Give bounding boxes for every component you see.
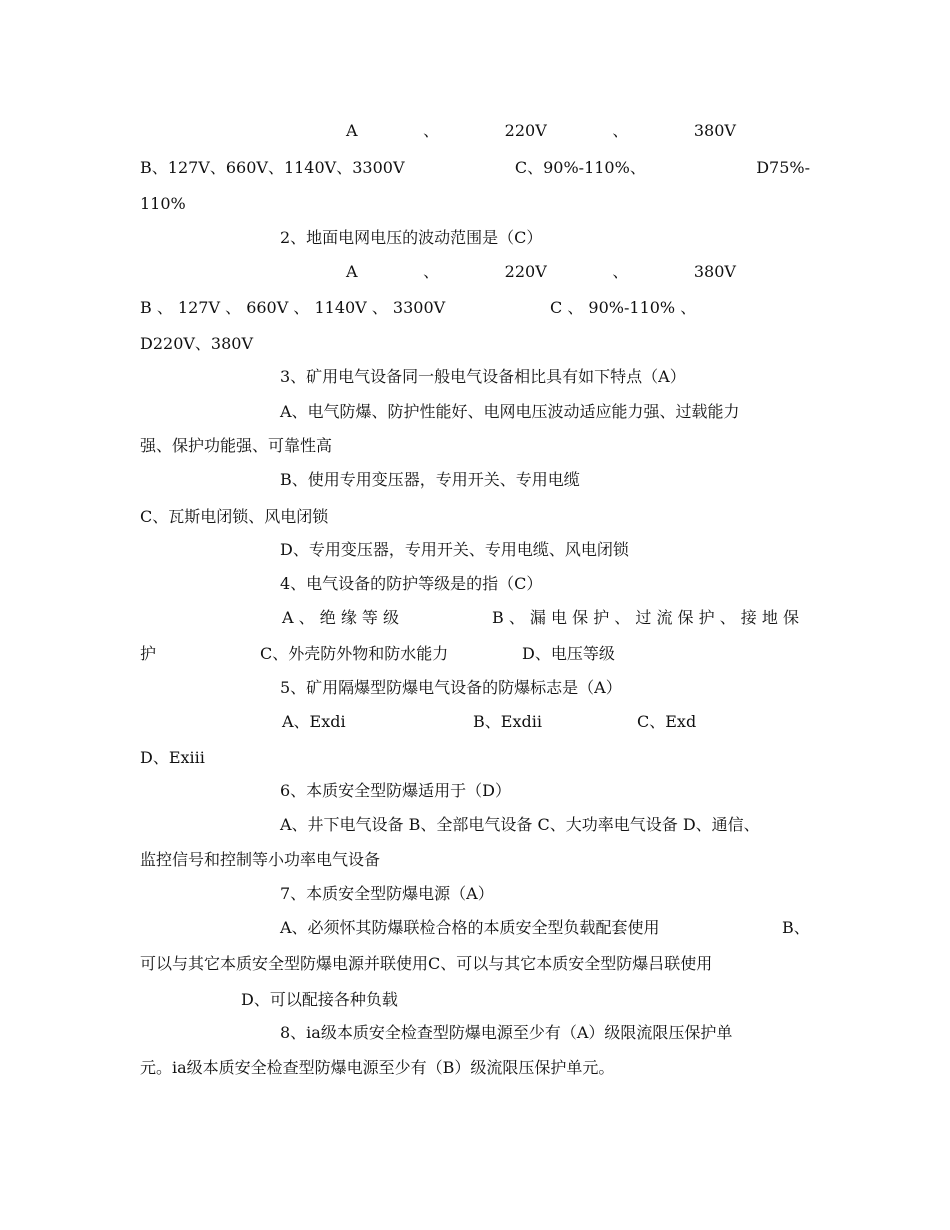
option-c: C、瓦斯电闭锁、风电闭锁 (140, 507, 329, 526)
question-4: 4、电气设备的防护等级是的指（C） (280, 574, 543, 593)
option-a: A、Exdi (282, 712, 346, 731)
option-c: C、90%-110%、 (514, 158, 646, 177)
option-d: D、专用变压器，专用开关、专用电缆、风电闭锁 (280, 540, 629, 559)
option-b: B、Exdii (473, 712, 542, 731)
options-line: 可以与其它本质安全型防爆电源并联使用C、可以与其它本质安全型防爆吕联使用 (140, 954, 713, 973)
options-line: A、井下电气设备 B、全部电气设备 C、大功率电气设备 D、通信、 (280, 815, 760, 834)
line-options-row (346, 121, 736, 141)
option-c: C 、 90%-110% 、 (550, 298, 697, 317)
separator: 、 (423, 262, 440, 281)
option-d: D220V、380V (140, 334, 254, 353)
question-8: 8、ia级本质安全检查型防爆电源至少有（A）级限流限压保护单 (280, 1023, 733, 1042)
question-6: 6、本质安全型防爆适用于（D） (280, 781, 512, 800)
line-continuation: 110% (140, 194, 186, 213)
option-b: B 、 127V 、 660V 、 1140V 、 3300V (140, 298, 446, 317)
option-a: A (346, 121, 358, 140)
option-a: A、电气防爆、防护性能好、电网电压波动适应能力强、过载能力 (280, 402, 740, 421)
line-continuation: 护 (140, 644, 157, 663)
question-7: 7、本质安全型防爆电源（A） (280, 884, 494, 903)
option-d: D75%- (756, 158, 810, 177)
option-380v: 380V (693, 121, 736, 140)
option-c: C、Exd (637, 712, 697, 731)
option-d: D、可以配接各种负载 (241, 990, 398, 1009)
option-a: A (346, 262, 358, 281)
option-a: A 、 绝 缘 等 级 (282, 608, 399, 627)
question-5: 5、矿用隔爆型防爆电气设备的防爆标志是（A） (280, 678, 622, 697)
separator: 、 (423, 121, 440, 140)
line-options-bcd (140, 158, 810, 178)
question-3: 3、矿用电气设备同一般电气设备相比具有如下特点（A） (280, 367, 686, 386)
line-continuation: 强、保护功能强、可靠性高 (140, 436, 333, 455)
question-2: 2、地面电网电压的波动范围是（C） (280, 228, 543, 247)
option-d: D、Exiii (140, 748, 205, 767)
option-a: A、必须怀其防爆联检合格的本质安全型负载配套使用 (280, 918, 660, 937)
option-c: C、外壳防外物和防水能力 (260, 644, 449, 663)
separator: 、 (612, 121, 629, 140)
separator: 、 (612, 262, 629, 281)
option-b: B、使用专用变压器，专用开关、专用电缆 (280, 470, 580, 489)
option-220v: 220V (504, 121, 547, 140)
line-continuation: 元。ia级本质安全检查型防爆电源至少有（B）级流限压保护单元。 (140, 1058, 615, 1077)
line-continuation: 监控信号和控制等小功率电气设备 (140, 850, 381, 869)
line-options-row (346, 262, 736, 282)
option-220v: 220V (504, 262, 547, 281)
option-d: D、电压等级 (522, 644, 615, 663)
option-b: B 、 漏 电 保 护 、 过 流 保 护 、 接 地 保 (492, 608, 799, 627)
option-380v: 380V (693, 262, 736, 281)
option-b: B、127V、660V、1140V、3300V (140, 158, 405, 177)
option-b: B、 (782, 918, 810, 937)
